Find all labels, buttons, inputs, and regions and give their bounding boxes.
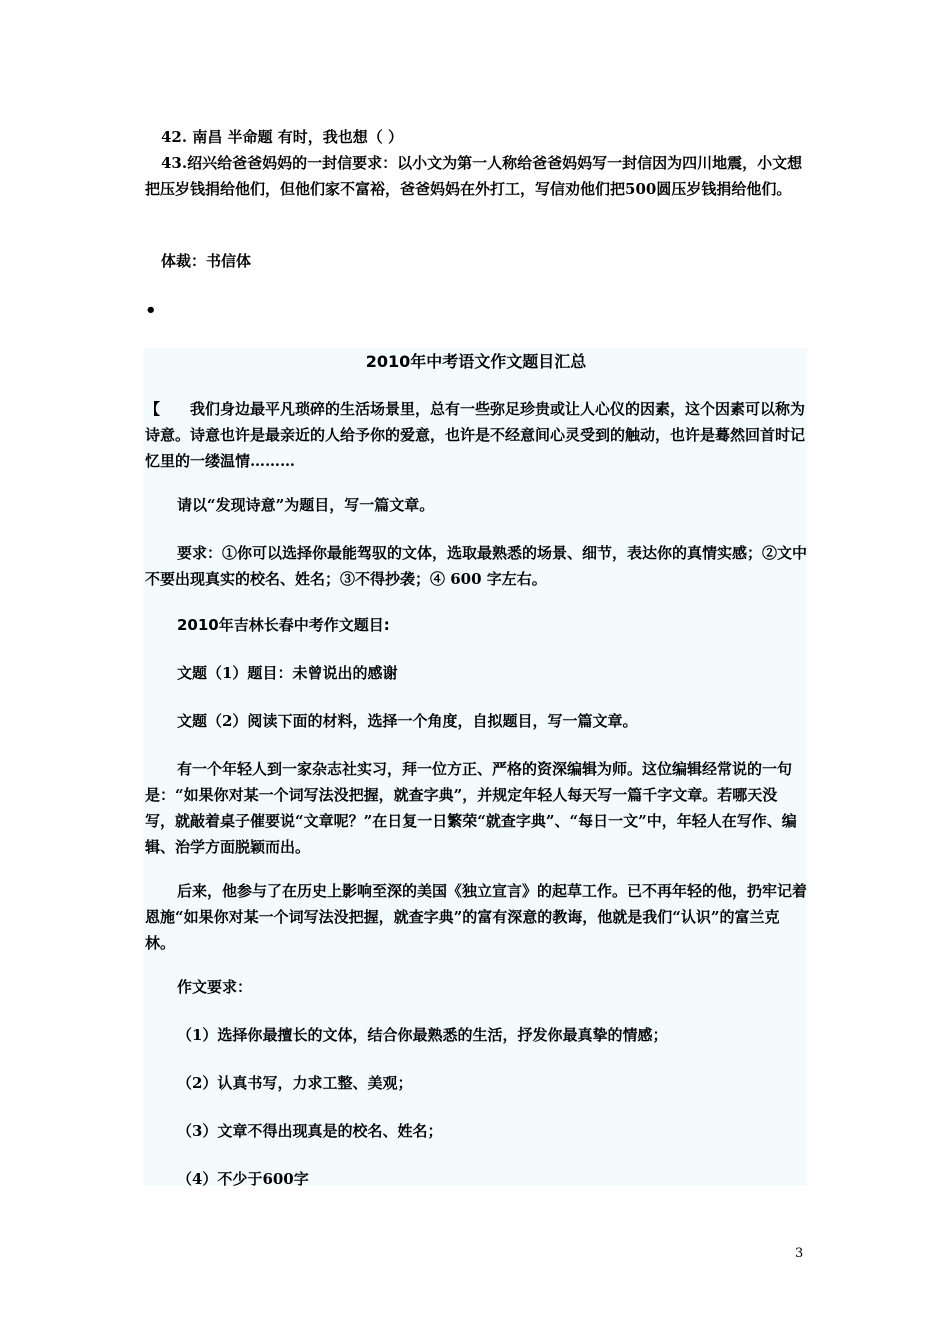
requirements-paragraph: 要求：①你可以选择你最能驾驭的文体，选取最熟悉的场景、细节，表达你的真情实感；②文中不要出现真实的校名、姓名；③不得抄袭；④ 600 字左右。 xyxy=(145,544,808,588)
question-42: 42. 南昌 半命题 有时，我也想（ ） xyxy=(161,128,403,146)
requirement-1: （1）选择你最擅长的文体，结合你最熟悉的生活，抒发你最真挚的情感； xyxy=(177,1026,668,1044)
topic-2: 文题（2）阅读下面的材料，选择一个角度，自拟题目，写一篇文章。 xyxy=(177,712,638,730)
requirement-2: （2）认真书写，力求工整、美观； xyxy=(177,1074,413,1092)
genre-line: 体裁：书信体 xyxy=(161,252,252,270)
material-paragraph-2: 后来，他参与了在历史上影响至深的美国《独立宣言》的起草工作。已不再年轻的他，扔牢记着恩施“如果你对某一个词写法没把握，就查字典”的富有深意的教诲，他就是我们“认识”的富兰克林。 xyxy=(145,882,808,952)
prompt-paragraph: 请以“发现诗意”为题目，写一篇文章。 xyxy=(177,496,435,514)
requirements-heading: 作文要求： xyxy=(177,978,253,996)
jilin-heading: 2010年吉林长春中考作文题目: xyxy=(177,616,390,634)
requirement-4: （4）不少于600字 xyxy=(177,1170,309,1188)
topic-1: 文题（1）题目：未曾说出的感谢 xyxy=(177,664,398,682)
page-number: 3 xyxy=(795,1246,804,1261)
material-paragraph-1: 有一个年轻人到一家杂志社实习，拜一位方正、严格的资深编辑为师。这位编辑经常说的一句是：“如果你对某一个词写法没把握，就查字典”，并规定年轻人每天写一篇千字文章。若哪天没写，就敲着桌子催要说“文章呢？”在日复一日繁荣“就查字典”、“每日一文”中，年轻人在写作、编辑、治学方面脱颖而出。 xyxy=(145,760,797,856)
bullet-icon: • xyxy=(145,300,157,321)
requirement-3: （3）文章不得出现真是的校名、姓名； xyxy=(177,1122,443,1140)
section-title: 2010年中考语文作文题目汇总 xyxy=(365,352,587,371)
intro-paragraph: 【 我们身边最平凡琐碎的生活场景里，总有一些弥足珍贵或让人心仪的因素，这个因素可以称为诗意。诗意也许是最亲近的人给予你的爱意，也许是不经意间心灵受到的触动，也许是蓦然回首时记忆里的一缕温情……… xyxy=(145,400,806,470)
question-43: 43.绍兴给爸爸妈妈的一封信要求：以小文为第一人称给爸爸妈妈写一封信因为四川地震，小文想把压岁钱捐给他们，但他们家不富裕，爸爸妈妈在外打工，写信劝他们把500圆压岁钱捐给他们。 xyxy=(145,154,803,198)
